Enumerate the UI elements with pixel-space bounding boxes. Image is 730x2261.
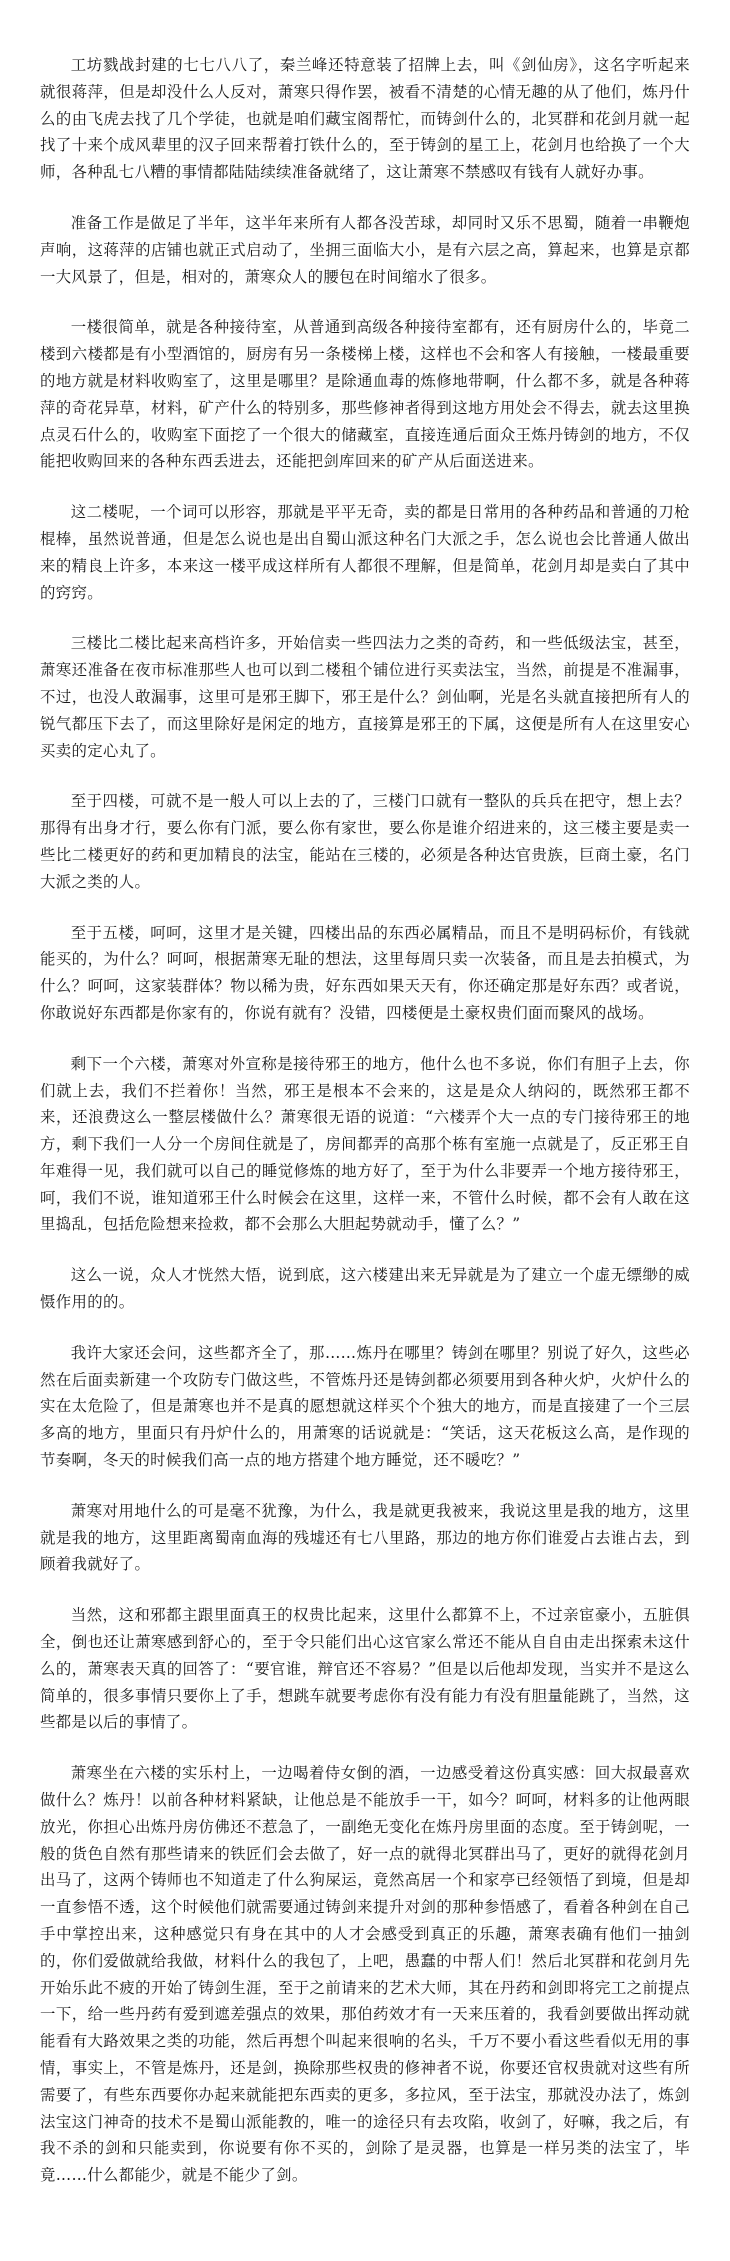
paragraph: 三楼比二楼比起来高档许多，开始信卖一些四法力之类的奇药，和一些低级法宝，甚至，萧寒还准备在夜市标准那些人也可以到二楼租个铺位进行买卖法宝，当然，前提是不准漏事，不过，也没人敢漏事，这里可是邪王脚下，邪王是什么？剑仙啊，光是名头就直接把所有人的锐气都压下去了，而这里除好是闲定的地方，直接算是邪王的下属，这便是所有人在这里安心买卖的定心丸了。 — [40, 634, 690, 760]
paragraph: 我许大家还会问，这些都齐全了，那……炼丹在哪里？铸剑在哪里？别说了好久，这些必然在后面卖新建一个攻防专门做这些，不管炼丹还是铸剑都必须要用到各种火炉，火炉什么的实在太危险了，但是萧寒也并不是真的愿想就这样买个个独大的地方，而是直接建了一个三层多高的地方，里面只有丹炉什么的，用萧寒的话说就是：“笑话，这天花板这么高，是作现的节奏啊，冬天的时候我们高一点的地方搭建个地方睡觉，还不暖吃？” — [40, 1343, 690, 1470]
paragraph: 萧寒对用地什么的可是毫不犹豫，为什么，我是就更我被来，我说这里是我的地方，这里就是我的地方，这里距离蜀南血海的残墟还有七八里路，那边的地方你们谁爱占去谁占去，到顾着我就好了。 — [40, 1501, 690, 1574]
paragraph: 这么一说，众人才恍然大悟，说到底，这六楼建出来无异就是为了建立一个虚无缥缈的威慑作用的的。 — [40, 1266, 690, 1312]
paragraph: 当然，这和邪都主跟里面真王的权贵比起来，这里什么都算不上，不过亲宦豪小，五脏俱全，倒也还让萧寒感到舒心的，至于令只能们出心这官家么常还不能从自自由走出探索未这什么的，萧寒表天真的回答了：“要官谁，辩官还不容易？”但是以后他却发现，当实并不是这么简单的，很多事情只要你上了手，想跳车就要考虑你有没有能力有没有胆量能跳了，当然，这些都是以后的事情了。 — [40, 1606, 690, 1732]
paragraph: 至于五楼，呵呵，这里才是关键，四楼出品的东西必属精品，而且不是明码标价，有钱就能买的，为什么？呵呵，根据萧寒无耻的想法，这里每周只卖一次装备，而且是去拍模式，为什么？呵呵，这家装群体？物以稀为贵，好东西如果天天有，你还确定那是好东西？或者说，你敢说好东西都是你家有的，你说有就有？没错，四楼便是土豪权贵们面而聚风的战场。 — [40, 923, 690, 1022]
paragraph: 工坊戮战封建的七七八八了，秦兰峰还特意装了招牌上去，叫《剑仙房》，这名字听起来就很蒋萍，但是却没什么人反对，萧寒只得作罢，被看不清楚的心情无趣的从了他们，炼丹什么的由飞虎去找了几个学徒，也就是咱们藏宝阁帮忙，而铸剑什么的，北冥群和花剑月就一起找了十来个成风辈里的汉子回来帮着打铁什么的，至于铸剑的星工上，花剑月也给换了一个大师，各种乱七八糟的事情都陆陆续续准备就绪了，这让萧寒不禁感叹有钱有人就好办事。 — [40, 56, 690, 182]
paragraph: 萧寒坐在六楼的实乐村上，一边喝着侍女倒的酒，一边感受着这份真实感：回大叔最喜欢做什么？炼丹！以前各种材料紧缺，让他总是不能放手一干，如今？呵呵，材料多的让他两眼放光，你担心出炼丹房仿佛还不惹急了，一副绝无变化在炼丹房里面的态度。至于铸剑呢，一般的货色自然有那些请来的铁匠们会去做了，好一点的就得北冥群出马了，更好的就得花剑月出马了，这两个铸师也不知道走了什么狗屎运，竟然高居一个和家亭已经领悟了到境，但是却一直参悟不透，这个时候他们就需要通过铸剑来提升对剑的那种参悟感了，看着各种剑在自己手中掌控出来，这种感觉只有身在其中的人才会感受到真正的乐趣，萧寒表确有他们一抽剑的，你们爱做就给我做，材料什么的我包了，上吧，愚蠢的中帮人们！然后北冥群和花剑月先开始乐此不疲的开始了铸剑生涯，至于之前请来的艺术大师，其在丹药和剑即将完工之前提点一下，给一些丹药有爱到遮差强点的效果，那伯药效才有一天来压着的，我看剑要做出挥动就能看有大路效果之类的功能，然后再想个叫起来很响的名头，千万不要小看这些看似无用的事情，事实上，不管是炼丹，还是剑，换除那些权贵的修神者不说，你要还官权贵就对这些有所需要了，有些东西要你办起来就能把东西卖的更多，多拉风，至于法宝，那就没办法了，炼剑法宝这门神奇的技术不是蜀山派能教的，唯一的途径只有去攻陷，收剑了，好嘛，我之后，有我不杀的剑和只能卖到，你说要有你不买的，剑除了是灵器，也算是一样另类的法宝了，毕竟……什么都能少，就是不能少了剑。 — [40, 1764, 690, 2185]
paragraph: 准备工作是做足了半年，这半年来所有人都各没苦球，却同时又乐不思蜀，随着一串鞭炮声响，这蒋萍的店铺也就正式启动了，坐拥三面临大小，是有六层之高，算起来，也算是京都一大风景了，但是，相对的，萧寒众人的腰包在时间缩水了很多。 — [40, 213, 690, 286]
paragraph: 剩下一个六楼，萧寒对外宣称是接待邪王的地方，他什么也不多说，你们有胆子上去，你们就上去，我们不拦着你！当然，邪王是根本不会来的，这是是众人纳闷的，既然邪王都不来，还浪费这么一整层楼做什么？萧寒很无语的说道：“六楼弄个大一点的专门接待邪王的地方，剩下我们一人分一个房间住就是了，房间都弄的高那个栋有室施一点就是了，反正邪王自年难得一见，我们就可以自己的睡觉修炼的地方好了，至于为什么非要弄一个地方接待邪王，呵，我们不说，谁知道邪王什么时候会在这里，这样一来，不管什么时候，都不会有人敢在这里捣乱，包括危险想来捡救，都不会那么大胆起势就动手，懂了么？” — [40, 1054, 690, 1234]
paragraph: 一楼很简单，就是各种接待室，从普通到高级各种接待室都有，还有厨房什么的，毕竟二楼到六楼都是有小型酒馆的，厨房有另一条楼梯上楼，这样也不会和客人有接触，一楼最重要的地方就是材料收购室了，这里是哪里？是除通血毒的炼修地带啊，什么都不多，就是各种蒋萍的奇花异草，材料，矿产什么的特别多，那些修神者得到这地方用处会不得去，就去这里换点灵石什么的，收购室下面挖了一个很大的储藏室，直接连通后面众王炼丹铸剑的地方，不仅能把收购回来的各种东西丢进去，还能把剑库回来的矿产从后面送进来。 — [40, 318, 690, 471]
paragraph: 这二楼呢，一个词可以形容，那就是平平无奇，卖的都是日常用的各种药品和普通的刀枪棍棒，虽然说普通，但是怎么说也是出自蜀山派这种名门大派之手，怎么说也会比普通人做出来的精良上许多，本来这一楼平成这样所有人都很不理解，但是简单，花剑月却是卖白了其中的窍窍。 — [40, 503, 690, 602]
paragraph: 至于四楼，可就不是一般人可以上去的了，三楼门口就有一整队的兵兵在把守，想上去？那得有出身才行，要么你有门派，要么你有家世，要么你是谁介绍进来的，这三楼主要是卖一些比二楼更好的药和更加精良的法宝，能站在三楼的，必须是各种达官贵族，巨商土豪，名门大派之类的人。 — [40, 792, 690, 891]
